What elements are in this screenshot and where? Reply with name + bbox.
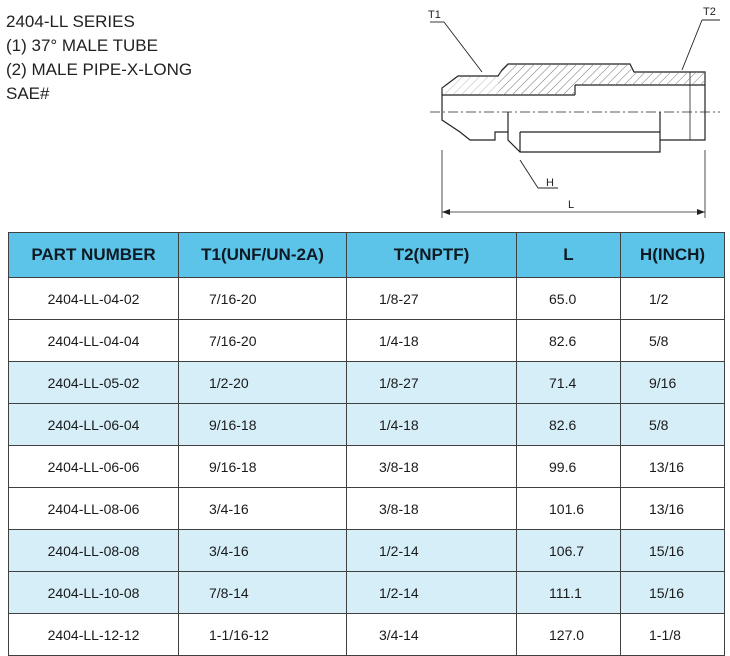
- cell-t2: 1/2-14: [347, 572, 517, 614]
- cell-l: 82.6: [517, 404, 621, 446]
- table-row: [9, 530, 725, 572]
- table-row: [9, 488, 725, 530]
- fitting-section-hatch: [498, 64, 705, 95]
- col-header-part-number: PART NUMBER: [9, 233, 179, 278]
- table-row: [9, 614, 725, 656]
- cell-t2: 3/4-14: [347, 614, 517, 656]
- cell-part-number: 2404-LL-04-02: [9, 278, 179, 320]
- h-leader: [520, 160, 558, 189]
- cell-t1: 9/16-18: [179, 446, 347, 488]
- cell-h: 15/16: [621, 530, 725, 572]
- cell-t1: 1-1/16-12: [179, 614, 347, 656]
- col-header-l: L: [517, 233, 621, 278]
- cell-part-number: 2404-LL-12-12: [9, 614, 179, 656]
- cell-part-number: 2404-LL-06-04: [9, 404, 179, 446]
- cell-h: 1/2: [621, 278, 725, 320]
- cell-l: 71.4: [517, 362, 621, 404]
- cell-t2: 3/8-18: [347, 488, 517, 530]
- col-header-h: H(INCH): [621, 233, 725, 278]
- l-label: L: [568, 199, 575, 211]
- table-row: [9, 278, 725, 320]
- cell-part-number: 2404-LL-10-08: [9, 572, 179, 614]
- fitting-drawing-svg: [420, 0, 730, 225]
- col-header-t1: T1(UNF/UN-2A): [179, 233, 347, 278]
- cell-t1: 3/4-16: [179, 488, 347, 530]
- series-end-1: (1) 37° MALE TUBE: [6, 36, 158, 55]
- cell-t2: 1/8-27: [347, 362, 517, 404]
- cell-t2: 1/2-14: [347, 530, 517, 572]
- cell-t1: 7/16-20: [179, 278, 347, 320]
- t1-leader: [428, 9, 482, 72]
- cell-part-number: 2404-LL-08-08: [9, 530, 179, 572]
- spec-table: [8, 232, 725, 656]
- tube-end-hatch: [442, 76, 498, 95]
- table-row: [9, 404, 725, 446]
- cell-h: 5/8: [621, 404, 725, 446]
- fitting-drawing: [420, 0, 730, 225]
- cell-h: 15/16: [621, 572, 725, 614]
- cell-part-number: 2404-LL-06-06: [9, 446, 179, 488]
- cell-t1: 1/2-20: [179, 362, 347, 404]
- table-row: [9, 320, 725, 362]
- cell-h: 1-1/8: [621, 614, 725, 656]
- cell-part-number: 2404-LL-05-02: [9, 362, 179, 404]
- cell-h: 9/16: [621, 362, 725, 404]
- cell-t2: 3/8-18: [347, 446, 517, 488]
- cell-h: 13/16: [621, 488, 725, 530]
- cell-l: 106.7: [517, 530, 621, 572]
- l-dimension: [442, 150, 705, 218]
- cell-t1: 9/16-18: [179, 404, 347, 446]
- cell-t2: 1/4-18: [347, 320, 517, 362]
- series-title: 2404-LL SERIES: [6, 12, 135, 31]
- cell-t1: 7/8-14: [179, 572, 347, 614]
- table-row: [9, 446, 725, 488]
- cell-l: 101.6: [517, 488, 621, 530]
- table-header-row: [9, 233, 725, 278]
- h-label: H: [546, 177, 554, 189]
- cell-part-number: 2404-LL-04-04: [9, 320, 179, 362]
- series-end-2: (2) MALE PIPE-X-LONG: [6, 60, 193, 79]
- cell-t1: 3/4-16: [179, 530, 347, 572]
- t1-label: T1: [428, 9, 441, 21]
- table-row: [9, 362, 725, 404]
- cell-t2: 1/4-18: [347, 404, 517, 446]
- cell-l: 127.0: [517, 614, 621, 656]
- cell-l: 111.1: [517, 572, 621, 614]
- cell-l: 99.6: [517, 446, 621, 488]
- series-title-block: [6, 10, 192, 106]
- cell-t2: 1/8-27: [347, 278, 517, 320]
- col-header-t2: T2(NPTF): [347, 233, 517, 278]
- cell-t1: 7/16-20: [179, 320, 347, 362]
- t2-leader: [682, 6, 720, 70]
- cell-l: 82.6: [517, 320, 621, 362]
- series-standard: SAE#: [6, 84, 50, 103]
- t2-label: T2: [703, 6, 716, 18]
- cell-l: 65.0: [517, 278, 621, 320]
- cell-h: 13/16: [621, 446, 725, 488]
- cell-part-number: 2404-LL-08-06: [9, 488, 179, 530]
- cell-h: 5/8: [621, 320, 725, 362]
- table-row: [9, 572, 725, 614]
